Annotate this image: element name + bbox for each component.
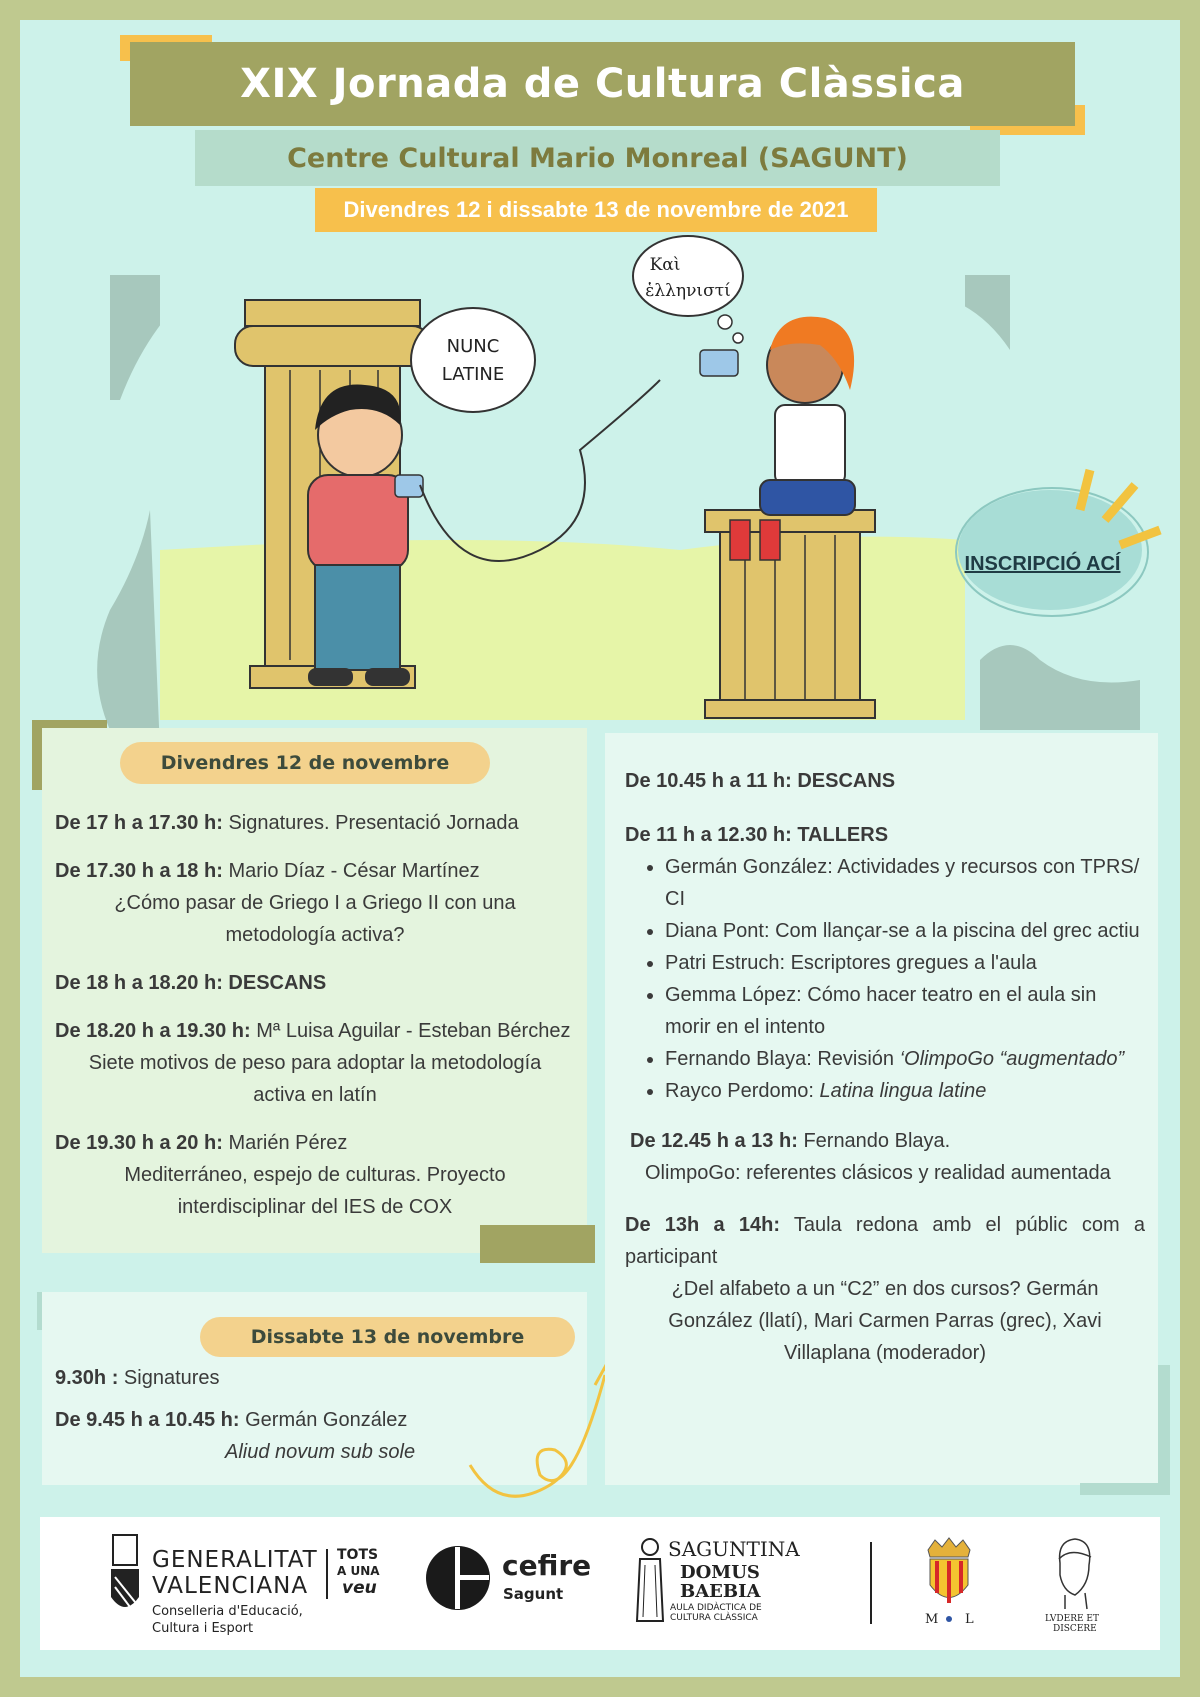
classical-head-icon [1045, 1533, 1100, 1613]
talk-item: De 12.45 h a 13 h: Fernando Blaya. [630, 1130, 951, 1152]
friday-item-2-detail: ¿Cómo pasar de Griego I a Griego II con una metodología activa? [114, 892, 516, 946]
workshop-item: • Patri Estruch: Escriptores gregues a l'aula [665, 947, 1145, 979]
workshops-heading: De 11 h a 12.30 h: TALLERS [625, 824, 889, 846]
saturday-item-1: 9.30h : Signatures [55, 1367, 220, 1389]
speech-bubble-greek [633, 236, 743, 316]
event-title: XIX Jornada de Cultura Clàssica [130, 42, 1075, 126]
friday-item-4-detail: Siete motivos de peso para adoptar la metodología activa en latín [88, 1052, 542, 1106]
saturday-item-2: De 9.45 h a 10.45 h: Germán González [55, 1409, 408, 1431]
workshop-item: • Rayco Perdomo: Latina lingua latine [665, 1075, 1145, 1107]
friday-heading: Divendres 12 de novembre [120, 742, 490, 784]
poster [20, 20, 1180, 1677]
friday-item-2: De 17.30 h a 18 h: Mario Díaz - César Martínez [55, 860, 480, 882]
cefire-name: cefire [502, 1549, 592, 1582]
gv-line1: GENERALITAT [152, 1547, 318, 1573]
gv-slogan-2: A UNA [337, 1564, 380, 1578]
saguntina-line2: DOMUS [680, 1562, 760, 1583]
deco-shape-bottomleft [97, 510, 160, 730]
friday-item-3: De 18 h a 18.20 h: DESCANS [55, 972, 327, 994]
ludere-line1: LVDERE ET [1045, 1614, 1099, 1624]
saguntina-line1: SAGUNTINA [668, 1537, 800, 1561]
gv-line3: Conselleria d'Educació, [152, 1604, 303, 1619]
speech-greek-line1: Καὶ [649, 255, 681, 275]
ml-l: L [965, 1612, 974, 1627]
friday-schedule [55, 807, 575, 1223]
gv-slogan-1: TOTS [337, 1547, 379, 1563]
speech-latin-line2: LATINE [441, 364, 505, 385]
registration-link[interactable]: INSCRIPCIÓ ACÍ [964, 552, 1121, 575]
cefire-logo-icon [425, 1545, 491, 1611]
saturday-item-2-detail: Aliud novum sub sole [225, 1441, 416, 1463]
gv-slogan-3: veu [342, 1578, 377, 1598]
panel-corner-accent-br [480, 1225, 595, 1263]
workshop-item: • Fernando Blaya: Revisión ‘OlimpoGo “augmentado” [665, 1043, 1145, 1075]
workshop-item: • Gemma López: Cómo hacer teatro en el aula sin morir en el intento [665, 979, 1145, 1043]
saguntina-line4: AULA DIDÀCTICA DE [670, 1603, 762, 1613]
talk-detail: OlimpoGo: referentes clásicos y realidad aumentada [645, 1162, 1111, 1184]
saturday-continued-schedule [625, 765, 1145, 1369]
panel-corner-accent-right [1080, 1365, 1170, 1495]
saturday-heading: Dissabte 13 de novembre [200, 1317, 575, 1357]
workshops-list [625, 851, 1145, 1107]
deco-shape-bottomright [980, 645, 1140, 730]
saturday-break: De 10.45 h a 11 h: DESCANS [625, 770, 896, 792]
friday-item-5-detail: Mediterráneo, espejo de culturas. Proyecto interdisciplinar del IES de COX [124, 1164, 506, 1218]
registration-badge-shape [940, 440, 1180, 640]
gv-line4: Cultura i Esport [152, 1621, 254, 1636]
ludere-line2: DISCERE [1053, 1624, 1097, 1634]
cefire-city: Sagunt [503, 1585, 564, 1603]
gv-divider [326, 1549, 328, 1599]
friday-item-4: De 18.20 h a 19.30 h: Mª Luisa Aguilar - Esteban Bérchez [55, 1020, 571, 1042]
saguntina-line3: BAEBIA [680, 1581, 761, 1602]
gv-line2: VALENCIANA [152, 1573, 309, 1599]
speech-bubble-latin [411, 308, 535, 412]
round-table-item: De 13h a 14h: Taula redona amb el públic com a participant [625, 1214, 1145, 1268]
sponsor-footer [40, 1517, 1160, 1650]
round-table-detail: ¿Del alfabeto a un “C2” en dos cursos? Germán González (llatí), Mari Carmen Parras (grec), Xavi Villaplana (moderador) [668, 1278, 1102, 1364]
ml-m: M [925, 1612, 939, 1627]
event-venue: Centre Cultural Mario Monreal (SAGUNT) [195, 130, 1000, 186]
saguntina-statue-icon [635, 1535, 665, 1625]
workshop-item: • Diana Pont: Com llançar-se a la piscina del grec actiu [665, 915, 1145, 947]
footer-divider [870, 1542, 872, 1624]
speech-greek-line2: ἑλληνιστί [645, 281, 731, 301]
friday-item-5: De 19.30 h a 20 h: Marién Pérez [55, 1132, 348, 1154]
workshop-item: • Germán González: Actividades y recursos con TPRS/ CI [665, 851, 1145, 915]
generalitat-shield-icon [105, 1527, 145, 1622]
event-dates: Divendres 12 i dissabte 13 de novembre de 2021 [315, 188, 877, 232]
saguntina-line5: CULTURA CLÀSSICA [670, 1613, 758, 1623]
speech-latin-line1: NUNC [446, 336, 500, 357]
friday-item-1: De 17 h a 17.30 h: Signatures. Presentació Jornada [55, 812, 519, 834]
